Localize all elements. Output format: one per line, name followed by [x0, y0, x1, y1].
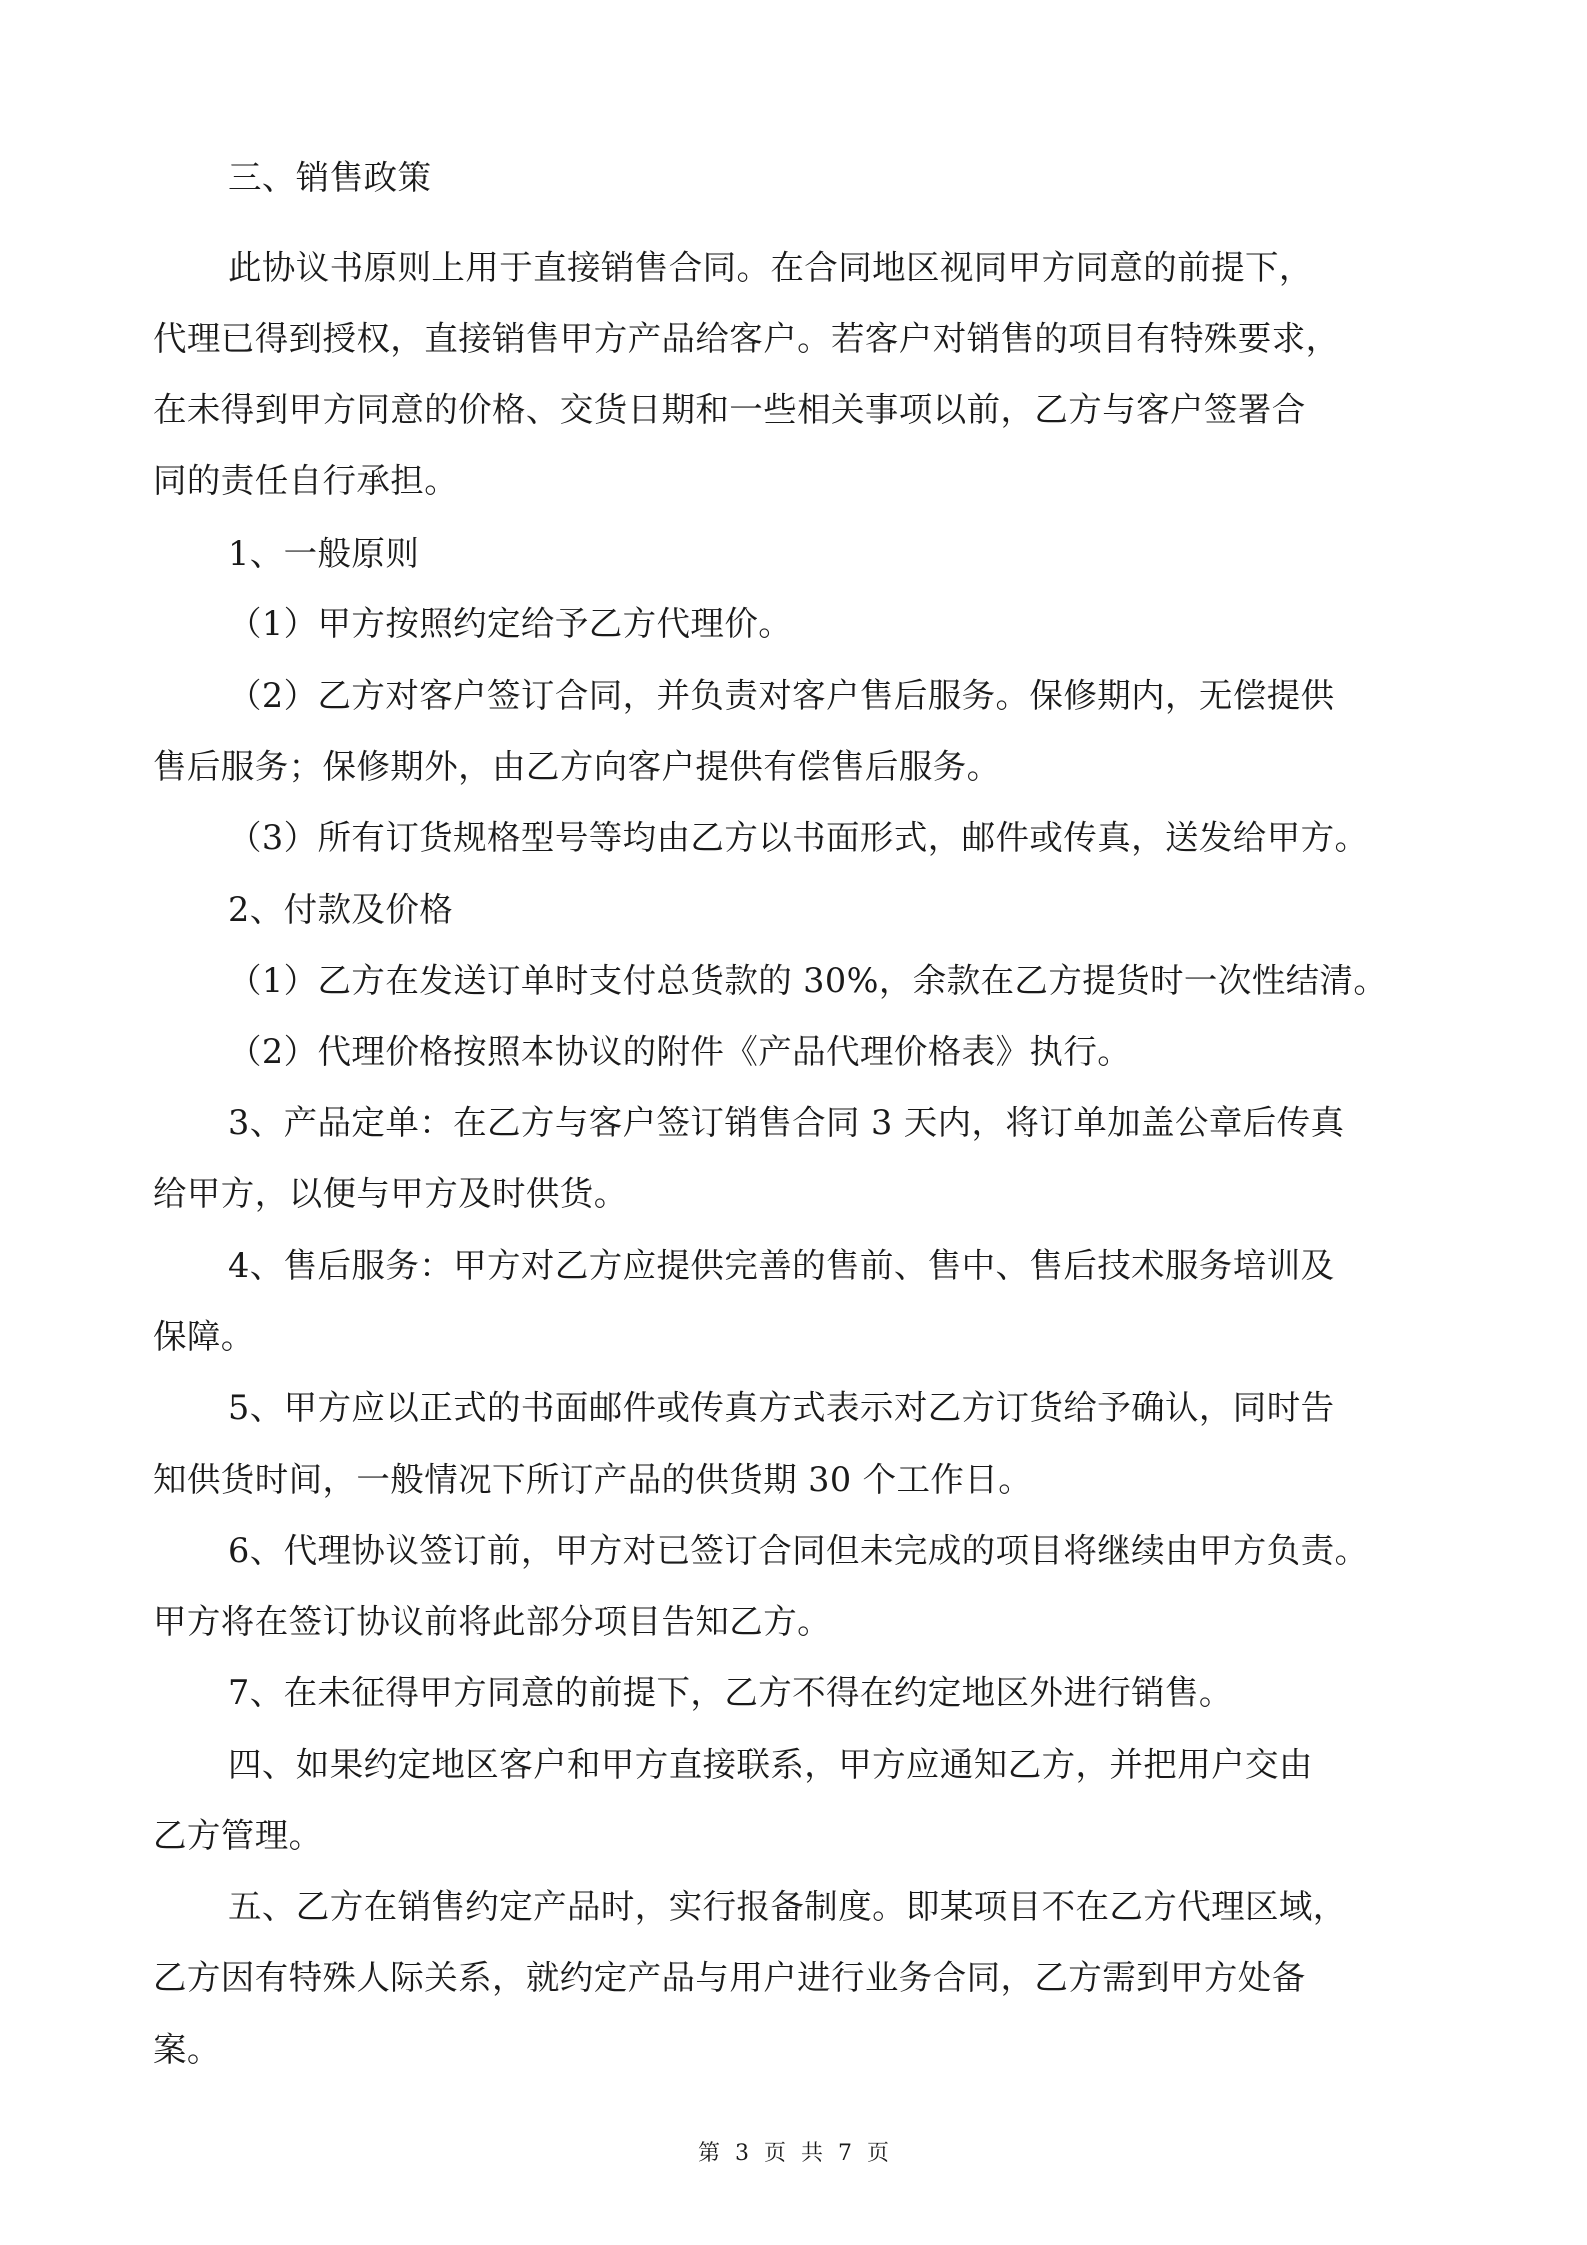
section-heading-four: 四、如果约定地区客户和甲方直接联系，甲方应通知乙方，并把用户交由: [228, 1745, 1313, 1784]
paragraph-line: 给甲方，以便与甲方及时供货。: [153, 1174, 628, 1213]
paragraph-line: 4、售后服务：甲方对乙方应提供完善的售前、售中、售后技术服务培训及: [228, 1246, 1335, 1285]
page-number-footer: 第 3 页 共 7 页: [698, 2141, 889, 2166]
paragraph-line: 保障。: [153, 1317, 255, 1356]
paragraph-line: 此协议书原则上用于直接销售合同。在合同地区视同甲方同意的前提下，: [228, 248, 1313, 287]
paragraph-line: 售后服务；保修期外，由乙方向客户提供有偿售后服务。: [153, 747, 1001, 786]
paragraph-line: 知供货时间，一般情况下所订产品的供货期 30 个工作日。: [153, 1460, 1033, 1499]
paragraph-line: 甲方将在签订协议前将此部分项目告知乙方。: [153, 1602, 831, 1641]
list-item: （1）乙方在发送订单时支付总货款的 30%，余款在乙方提货时一次性结清。: [228, 961, 1388, 1000]
paragraph-line: 在未得到甲方同意的价格、交货日期和一些相关事项以前，乙方与客户签署合: [153, 390, 1306, 429]
section-heading-five: 五、乙方在销售约定产品时，实行报备制度。即某项目不在乙方代理区域，: [228, 1887, 1347, 1926]
list-item: （2）乙方对客户签订合同，并负责对客户售后服务。保修期内，无偿提供: [228, 676, 1335, 715]
paragraph-line: 案。: [153, 2030, 221, 2069]
section-heading-sales-policy: 三、销售政策: [228, 158, 432, 197]
paragraph-line: 7、在未征得甲方同意的前提下，乙方不得在约定地区外进行销售。: [228, 1673, 1233, 1712]
paragraph-line: 5、甲方应以正式的书面邮件或传真方式表示对乙方订货给予确认，同时告: [228, 1388, 1335, 1427]
paragraph-line: 代理已得到授权，直接销售甲方产品给客户。若客户对销售的项目有特殊要求，: [153, 319, 1340, 358]
list-item: （1）甲方按照约定给予乙方代理价。: [228, 604, 793, 643]
paragraph-line: 6、代理协议签订前，甲方对已签订合同但未完成的项目将继续由甲方负责。: [228, 1531, 1369, 1570]
subheading-general-principles: 1、一般原则: [228, 534, 420, 573]
list-item: （3）所有订货规格型号等均由乙方以书面形式，邮件或传真，送发给甲方。: [228, 818, 1369, 857]
paragraph-line: 3、产品定单：在乙方与客户签订销售合同 3 天内，将订单加盖公章后传真: [228, 1103, 1345, 1142]
list-item: （2）代理价格按照本协议的附件《产品代理价格表》执行。: [228, 1032, 1132, 1071]
subheading-payment-and-price: 2、付款及价格: [228, 890, 454, 929]
paragraph-line: 乙方因有特殊人际关系，就约定产品与用户进行业务合同，乙方需到甲方处备: [153, 1958, 1306, 1997]
paragraph-line: 乙方管理。: [153, 1816, 323, 1855]
paragraph-line: 同的责任自行承担。: [153, 461, 459, 500]
